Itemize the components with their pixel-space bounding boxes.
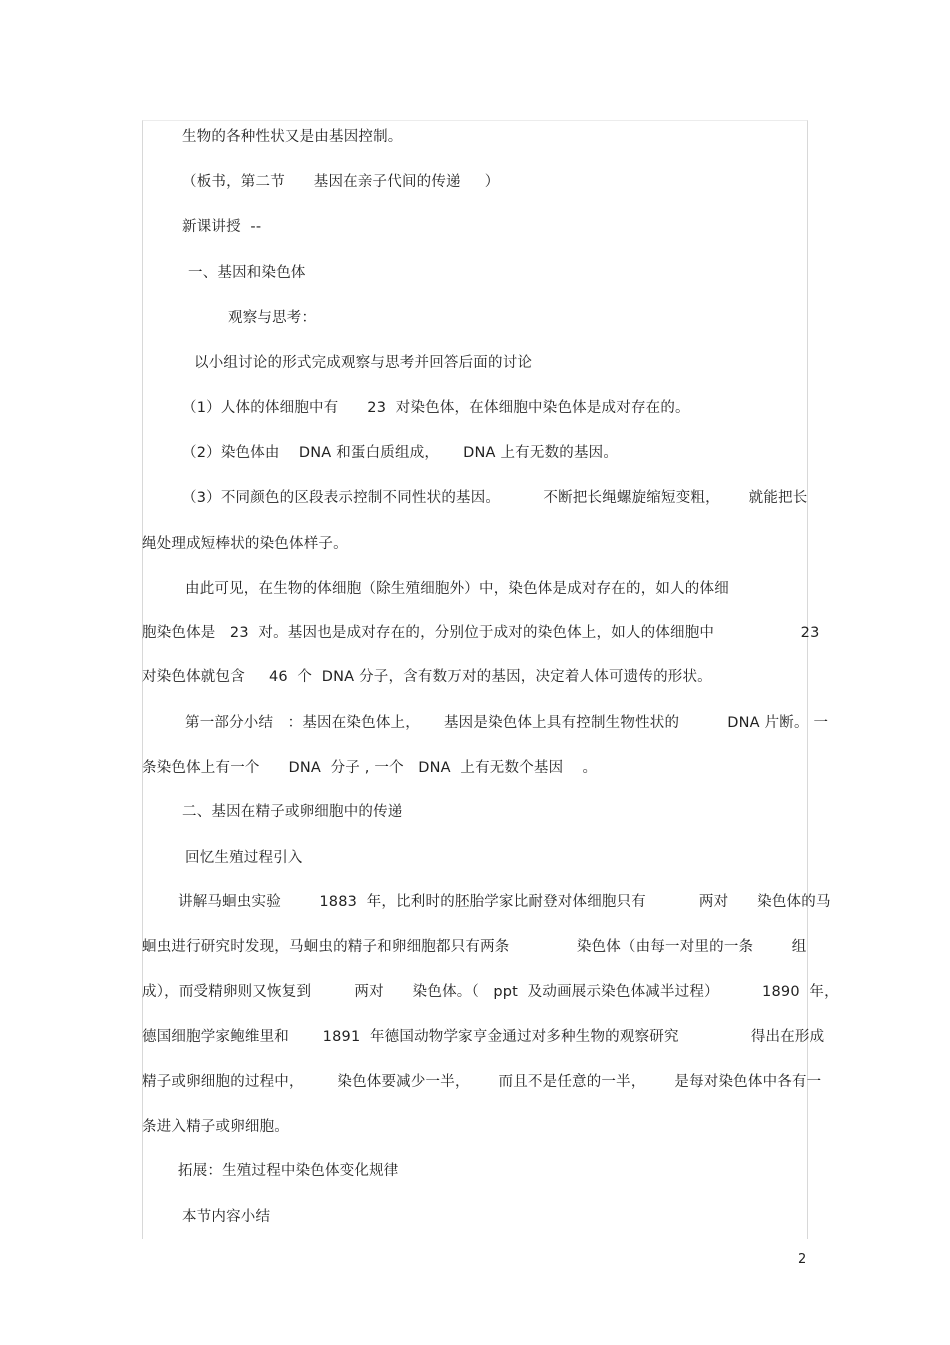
paragraph-line: 对染色体就包含 46 个 DNA 分子，含有数万对的基因，决定着人体可遗传的形状。 [142, 669, 712, 685]
text-line: 拓展：生殖过程中染色体变化规律 [178, 1163, 399, 1179]
subheading: 观察与思考： [228, 310, 317, 326]
paragraph-line: 精子或卵细胞的过程中， 染色体要减少一半， 而且不是任意的一半， 是每对染色体中各有一 [142, 1074, 822, 1090]
text-line: 生物的各种性状又是由基因控制。 [182, 129, 403, 145]
list-item: （3）不同颜色的区段表示控制不同性状的基因。 不断把长绳螺旋缩短变粗， 就能把长 [182, 490, 808, 506]
text-line: 回忆生殖过程引入 [185, 850, 303, 866]
summary-line: 条染色体上有一个 DNA 分子 , 一个 DNA 上有无数个基因 。 [142, 760, 598, 776]
paragraph-line: 由此可见，在生物的体细胞（除生殖细胞外）中，染色体是成对存在的，如人的体细 [185, 581, 729, 597]
text-line: 新课讲授 -- [182, 219, 262, 235]
paragraph-line: 德国细胞学家鲍维里和 1891 年德国动物学家亨金通过对多种生物的观察研究 得出在形成 [142, 1029, 825, 1045]
paragraph-line: 条进入精子或卵细胞。 [142, 1119, 289, 1135]
section-heading: 一、基因和染色体 [188, 265, 306, 281]
paragraph-line: 胞染色体是 23 对。基因也是成对存在的，分别位于成对的染色体上，如人的体细胞中 23 [142, 625, 820, 641]
section-heading: 二、基因在精子或卵细胞中的传递 [182, 804, 403, 820]
paragraph-line: 成），而受精卵则又恢复到 两对 染色体。（ ppt 及动画展示染色体减半过程） 1890 年， [142, 984, 839, 1000]
blackboard-heading: （板书，第二节 基因在亲子代间的传递 ） [182, 174, 500, 190]
text-line: 绳处理成短棒状的染色体样子。 [142, 536, 348, 552]
summary-line: 第一部分小结 ：基因在染色体上， 基因是染色体上具有控制生物性状的 DNA 片断。 一 [185, 715, 829, 731]
list-item: （2）染色体由 DNA 和蛋白质组成， DNA 上有无数的基因。 [182, 445, 619, 461]
text-line: 本节内容小结 [182, 1209, 271, 1225]
text-line: 以小组讨论的形式完成观察与思考并回答后面的讨论 [194, 355, 533, 371]
list-item: （1）人体的体细胞中有 23 对染色体，在体细胞中染色体是成对存在的。 [182, 400, 690, 416]
page-number: 2 [798, 1252, 807, 1267]
paragraph-line: 讲解马蛔虫实验 1883 年，比利时的胚胎学家比耐登对体细胞只有 两对 染色体的马 [178, 894, 831, 910]
paragraph-line: 蛔虫进行研究时发现，马蛔虫的精子和卵细胞都只有两条 染色体（由每一对里的一条 组 [142, 939, 807, 955]
